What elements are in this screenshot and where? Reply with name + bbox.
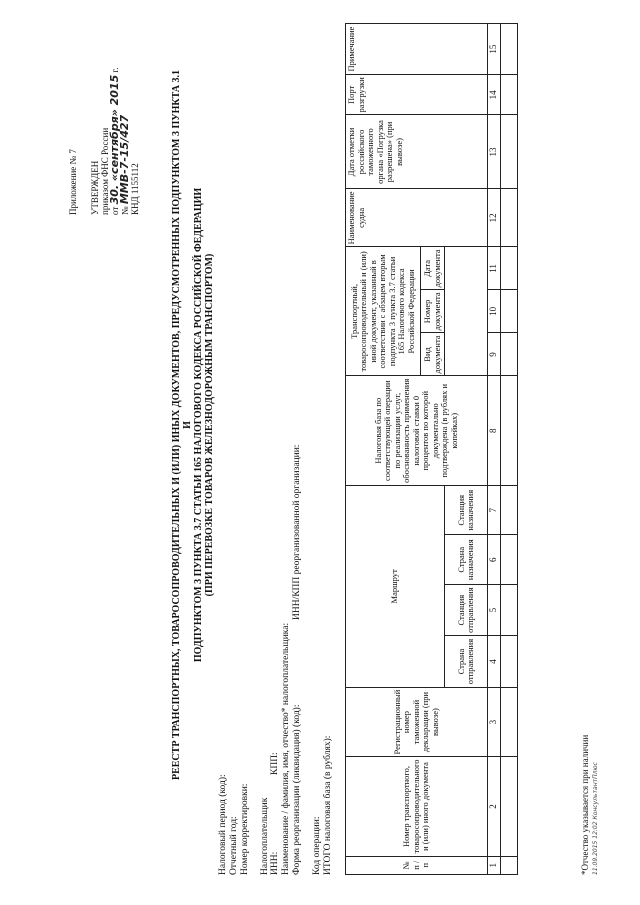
column-number: 15 xyxy=(488,24,501,75)
empty-cell xyxy=(501,247,518,290)
order-number-line: № ММВ-7-15/427 xyxy=(118,114,131,215)
col-header-customs-mark: Дата отметки российского таможенного органа «Погрузка разрешена» (при вывозе) xyxy=(346,115,488,189)
col-header-dest-country: Страна назначения xyxy=(445,535,488,585)
registry-table xyxy=(345,23,518,875)
col-header-doc-type: Вид документа xyxy=(421,333,445,376)
col-header-vessel: Наименование судна xyxy=(346,189,488,247)
document-title: РЕЕСТР ТРАНСПОРТНЫХ, ТОВАРОСОПРОВОДИТЕЛЬНЫХ И (ИЛИ) ИНЫХ ДОКУМЕНТОВ, ПРЕДУСМОТРЕННЫХ ПОДПУНКТОМ 3 ПУНКТА 3.1 И ПОДПУНКТОМ 3 ПУНКТА 3.7 СТАТЬИ 165 НАЛОГОВОГО КОДЕКСА РОССИЙСКОЙ ФЕДЕРАЦИИ (ПРИ ПЕРЕВОЗКЕ ТОВАРОВ ЖЕЛЕЗНОДОРОЖНЫМ ТРАНСПОРТОМ) xyxy=(171,70,215,781)
knd-code: КНД 1155112 xyxy=(130,163,140,215)
empty-cell xyxy=(501,757,518,856)
reorg-inn-kpp-field: ИНН/КПП реорганизованной организации: xyxy=(292,444,302,620)
empty-cell xyxy=(501,376,518,486)
order-line: приказом ФНС России xyxy=(100,127,110,215)
header-row-1 xyxy=(346,24,421,875)
empty-cell xyxy=(501,24,518,75)
approval-block xyxy=(68,68,140,215)
empty-cell xyxy=(501,115,518,189)
handwritten-date: 30. «сентября» 2015 xyxy=(108,74,121,205)
taxpayer-label: Налогоплательщик xyxy=(260,797,270,875)
col-header-note: Примечание xyxy=(346,24,488,75)
empty-cell xyxy=(501,333,518,376)
column-number: 1 xyxy=(488,856,501,874)
empty-cell xyxy=(501,189,518,247)
empty-cell xyxy=(501,585,518,636)
footnote: *Отчество указывается при наличии xyxy=(580,734,590,875)
operation-code-field: Код операции: xyxy=(312,816,322,875)
col-header-port: Порт разгрузки xyxy=(346,75,488,115)
appendix-label: Приложение № 7 xyxy=(68,149,78,215)
order-date-line: от 30. «сентября» 2015 г. xyxy=(108,67,121,215)
col-header-num: № п / п xyxy=(346,856,488,874)
empty-cell xyxy=(501,687,518,757)
reorg-form-field: Форма реорганизации (ликвидация) (код): xyxy=(292,704,302,875)
empty-cell xyxy=(501,75,518,115)
column-number: 6 xyxy=(488,535,501,585)
col-header-tax-base: Налоговая база по соответствующей операции по реализации услуг, обоснованность применения налоговой ставки 0 процентов по которой документально подтверждена (в рублях и копейках) xyxy=(346,376,488,486)
col-header-reg-number: Регистрационный номер таможенной декларации (при вывозе) xyxy=(346,687,488,757)
col-header-dep-station: Станция отправления xyxy=(445,585,488,636)
column-number: 9 xyxy=(488,333,501,376)
column-number: 14 xyxy=(488,75,501,115)
taxpayer-name-field: Наименование / фамилия, имя, отчество* налогоплательщика: xyxy=(281,622,291,875)
consultant-stamp: 11.09.2015 12:02 КонсультантПлюс xyxy=(592,762,599,875)
col-header-route: Маршрут xyxy=(346,486,445,688)
tax-period-field: Налоговый период (код): xyxy=(218,774,228,875)
empty-cell xyxy=(501,535,518,585)
column-number: 11 xyxy=(488,247,501,290)
column-number: 2 xyxy=(488,757,501,856)
empty-cell xyxy=(501,636,518,687)
column-number: 12 xyxy=(488,189,501,247)
report-year-field: Отчетный год: xyxy=(229,816,239,875)
column-number: 4 xyxy=(488,636,501,687)
col-header-dep-country: Страна отправления xyxy=(445,636,488,687)
empty-cell xyxy=(501,486,518,536)
column-number: 10 xyxy=(488,290,501,333)
empty-cell xyxy=(501,290,518,333)
column-number: 7 xyxy=(488,486,501,536)
col-header-doc-number: Номер транспортного, товаросопроводительного и (или) иного документа xyxy=(346,757,488,856)
handwritten-number: ММВ-7-15/427 xyxy=(118,114,131,205)
transport-doc-spacer xyxy=(445,247,488,376)
correction-number-field: Номер корректировки: xyxy=(240,783,250,875)
kpp-field: КПП: xyxy=(270,752,280,775)
col-header-doc-num: Номер документа xyxy=(421,290,445,333)
column-number: 3 xyxy=(488,687,501,757)
col-header-transport-doc: Транспортный, товаросопроводительный и (или) иной документ, указанный в соответствии с абзацем вторым подпункта 3 пункта 3.7 статьи 165 Налогового кодекса Российской Федерации xyxy=(346,247,421,376)
col-header-doc-date: Дата документа xyxy=(421,247,445,290)
column-number-row xyxy=(488,24,501,875)
column-number: 5 xyxy=(488,585,501,636)
approved-label: УТВЕРЖДЕН xyxy=(90,160,100,215)
inn-field: ИНН: xyxy=(270,851,280,875)
total-tax-base-field: ИТОГО налоговая база (в рублях): xyxy=(323,735,333,875)
column-number: 8 xyxy=(488,376,501,486)
column-number: 13 xyxy=(488,115,501,189)
table-row xyxy=(501,24,518,875)
col-header-dest-station: Станция назначения xyxy=(445,486,488,536)
empty-cell xyxy=(501,856,518,874)
